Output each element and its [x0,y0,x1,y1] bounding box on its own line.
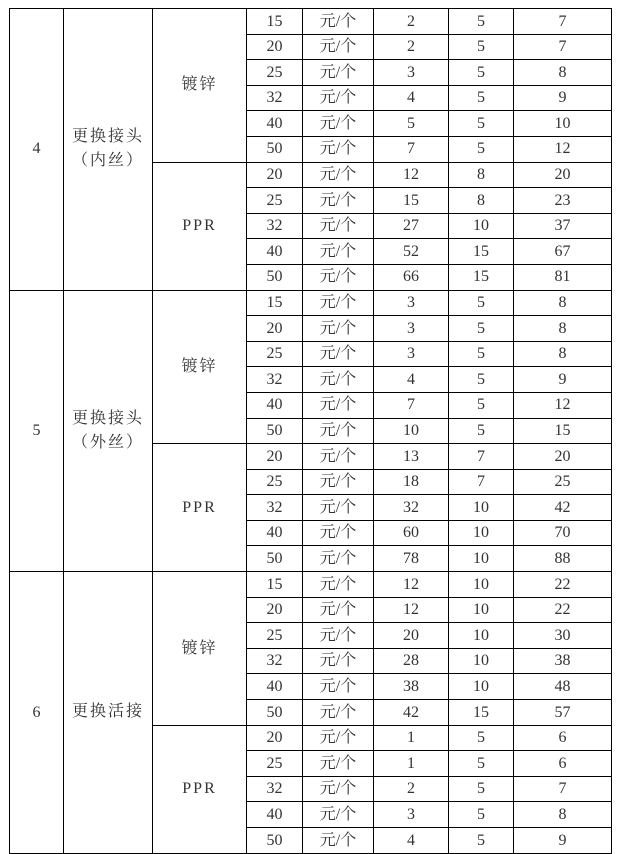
price-cell-3: 25 [514,469,612,495]
price-cell-3: 15 [514,418,612,444]
price-cell-2: 10 [449,597,514,623]
price-cell-2: 5 [449,316,514,342]
price-cell-3: 37 [514,213,612,239]
size-cell: 25 [247,623,303,649]
unit-cell: 元/个 [303,341,374,367]
size-cell: 50 [247,828,303,854]
unit-cell: 元/个 [303,9,374,35]
size-cell: 50 [247,264,303,290]
price-cell-2: 10 [449,674,514,700]
price-cell-2: 7 [449,469,514,495]
unit-cell: 元/个 [303,572,374,598]
unit-cell: 元/个 [303,367,374,393]
size-cell: 15 [247,572,303,598]
price-cell-1: 12 [374,162,449,188]
price-cell-3: 9 [514,828,612,854]
size-cell: 20 [247,597,303,623]
size-cell: 32 [247,495,303,521]
price-cell-2: 8 [449,188,514,214]
price-cell-2: 5 [449,367,514,393]
price-cell-1: 7 [374,136,449,162]
size-cell: 40 [247,392,303,418]
service-name-line: 更换活接 [71,703,144,721]
size-cell: 15 [247,290,303,316]
service-name-cell [64,290,153,572]
price-cell-2: 5 [449,418,514,444]
unit-cell: 元/个 [303,546,374,572]
row-number-cell: 4 [10,9,64,291]
price-cell-1: 7 [374,392,449,418]
price-cell-3: 7 [514,34,612,60]
price-cell-1: 32 [374,495,449,521]
price-cell-3: 20 [514,162,612,188]
row-number-cell: 6 [10,572,64,854]
unit-cell: 元/个 [303,85,374,111]
size-cell: 50 [247,700,303,726]
price-cell-3: 6 [514,725,612,751]
unit-cell: 元/个 [303,700,374,726]
size-cell: 40 [247,239,303,265]
price-cell-2: 10 [449,495,514,521]
price-cell-3: 20 [514,444,612,470]
price-cell-1: 38 [374,674,449,700]
unit-cell: 元/个 [303,495,374,521]
unit-cell: 元/个 [303,648,374,674]
price-cell-3: 81 [514,264,612,290]
service-name-line: （内丝） [71,152,144,170]
price-cell-2: 8 [449,162,514,188]
price-cell-2: 5 [449,136,514,162]
unit-cell: 元/个 [303,213,374,239]
price-cell-3: 8 [514,341,612,367]
unit-cell: 元/个 [303,623,374,649]
price-cell-2: 10 [449,623,514,649]
service-name-cell [64,9,153,291]
unit-cell: 元/个 [303,111,374,137]
price-cell-3: 10 [514,111,612,137]
price-cell-3: 8 [514,290,612,316]
size-cell: 32 [247,648,303,674]
unit-cell: 元/个 [303,776,374,802]
price-cell-1: 18 [374,469,449,495]
unit-cell: 元/个 [303,469,374,495]
price-cell-2: 10 [449,213,514,239]
price-cell-1: 2 [374,34,449,60]
size-cell: 25 [247,469,303,495]
table-row [10,572,612,598]
price-cell-3: 88 [514,546,612,572]
size-cell: 20 [247,316,303,342]
service-name-line: 更换接头 [71,128,144,146]
price-cell-3: 9 [514,367,612,393]
size-cell: 40 [247,111,303,137]
price-cell-2: 10 [449,546,514,572]
unit-cell: 元/个 [303,520,374,546]
unit-cell: 元/个 [303,828,374,854]
price-cell-2: 15 [449,700,514,726]
size-cell: 50 [247,136,303,162]
unit-cell: 元/个 [303,162,374,188]
price-cell-1: 27 [374,213,449,239]
unit-cell: 元/个 [303,290,374,316]
unit-cell: 元/个 [303,597,374,623]
size-cell: 40 [247,520,303,546]
size-cell: 32 [247,776,303,802]
size-cell: 20 [247,34,303,60]
unit-cell: 元/个 [303,751,374,777]
price-cell-2: 10 [449,648,514,674]
price-cell-1: 52 [374,239,449,265]
price-cell-2: 5 [449,802,514,828]
price-cell-1: 2 [374,776,449,802]
price-cell-2: 5 [449,290,514,316]
unit-cell: 元/个 [303,674,374,700]
size-cell: 25 [247,341,303,367]
price-table [9,8,612,854]
size-cell: 50 [247,546,303,572]
material-cell: PPR [153,444,247,572]
price-cell-2: 5 [449,725,514,751]
price-cell-3: 23 [514,188,612,214]
price-cell-1: 10 [374,418,449,444]
price-cell-2: 5 [449,751,514,777]
price-cell-3: 6 [514,751,612,777]
size-cell: 32 [247,85,303,111]
price-cell-2: 5 [449,9,514,35]
size-cell: 50 [247,418,303,444]
price-cell-3: 57 [514,700,612,726]
price-cell-1: 60 [374,520,449,546]
price-cell-2: 15 [449,264,514,290]
price-cell-3: 38 [514,648,612,674]
size-cell: 40 [247,674,303,700]
price-cell-1: 66 [374,264,449,290]
service-name-line: （外丝） [71,433,144,451]
price-cell-1: 1 [374,751,449,777]
price-cell-3: 12 [514,136,612,162]
unit-cell: 元/个 [303,264,374,290]
price-cell-3: 22 [514,597,612,623]
unit-cell: 元/个 [303,60,374,86]
price-cell-3: 67 [514,239,612,265]
price-cell-2: 5 [449,828,514,854]
price-cell-3: 30 [514,623,612,649]
material-cell: PPR [153,162,247,290]
price-cell-1: 3 [374,802,449,828]
price-cell-1: 28 [374,648,449,674]
size-cell: 25 [247,751,303,777]
price-cell-2: 5 [449,392,514,418]
price-cell-1: 12 [374,572,449,598]
price-cell-2: 5 [449,776,514,802]
price-cell-1: 12 [374,597,449,623]
price-cell-1: 3 [374,290,449,316]
price-cell-3: 7 [514,9,612,35]
price-cell-1: 13 [374,444,449,470]
size-cell: 40 [247,802,303,828]
unit-cell: 元/个 [303,136,374,162]
size-cell: 20 [247,444,303,470]
price-cell-2: 5 [449,111,514,137]
material-cell: 镀锌 [153,9,247,163]
size-cell: 25 [247,60,303,86]
size-cell: 25 [247,188,303,214]
price-cell-1: 2 [374,9,449,35]
unit-cell: 元/个 [303,418,374,444]
price-cell-3: 8 [514,316,612,342]
service-name-cell [64,572,153,854]
unit-cell: 元/个 [303,316,374,342]
price-cell-3: 22 [514,572,612,598]
price-cell-3: 8 [514,60,612,86]
price-cell-1: 15 [374,188,449,214]
unit-cell: 元/个 [303,802,374,828]
price-cell-3: 8 [514,802,612,828]
price-cell-2: 10 [449,520,514,546]
price-cell-1: 20 [374,623,449,649]
unit-cell: 元/个 [303,188,374,214]
price-cell-1: 78 [374,546,449,572]
price-cell-2: 15 [449,239,514,265]
price-cell-1: 4 [374,367,449,393]
price-cell-3: 7 [514,776,612,802]
size-cell: 32 [247,213,303,239]
unit-cell: 元/个 [303,444,374,470]
size-cell: 32 [247,367,303,393]
material-cell: 镀锌 [153,290,247,444]
price-cell-1: 1 [374,725,449,751]
unit-cell: 元/个 [303,392,374,418]
price-cell-2: 5 [449,60,514,86]
price-cell-1: 4 [374,828,449,854]
price-cell-3: 70 [514,520,612,546]
size-cell: 15 [247,9,303,35]
price-cell-2: 7 [449,444,514,470]
material-cell: 镀锌 [153,572,247,726]
price-cell-2: 10 [449,572,514,598]
price-cell-1: 3 [374,316,449,342]
unit-cell: 元/个 [303,239,374,265]
price-cell-2: 5 [449,341,514,367]
price-cell-3: 12 [514,392,612,418]
price-cell-3: 48 [514,674,612,700]
row-number-cell: 5 [10,290,64,572]
material-cell: PPR [153,725,247,853]
size-cell: 20 [247,725,303,751]
table-row [10,290,612,316]
size-cell: 20 [247,162,303,188]
unit-cell: 元/个 [303,725,374,751]
price-cell-3: 42 [514,495,612,521]
price-cell-1: 42 [374,700,449,726]
table-row [10,9,612,35]
price-cell-1: 4 [374,85,449,111]
price-cell-3: 9 [514,85,612,111]
service-name-line: 更换接头 [71,409,144,427]
price-cell-2: 5 [449,85,514,111]
price-cell-1: 3 [374,60,449,86]
price-cell-1: 3 [374,341,449,367]
price-table-body [10,9,612,854]
price-cell-2: 5 [449,34,514,60]
unit-cell: 元/个 [303,34,374,60]
price-cell-1: 5 [374,111,449,137]
